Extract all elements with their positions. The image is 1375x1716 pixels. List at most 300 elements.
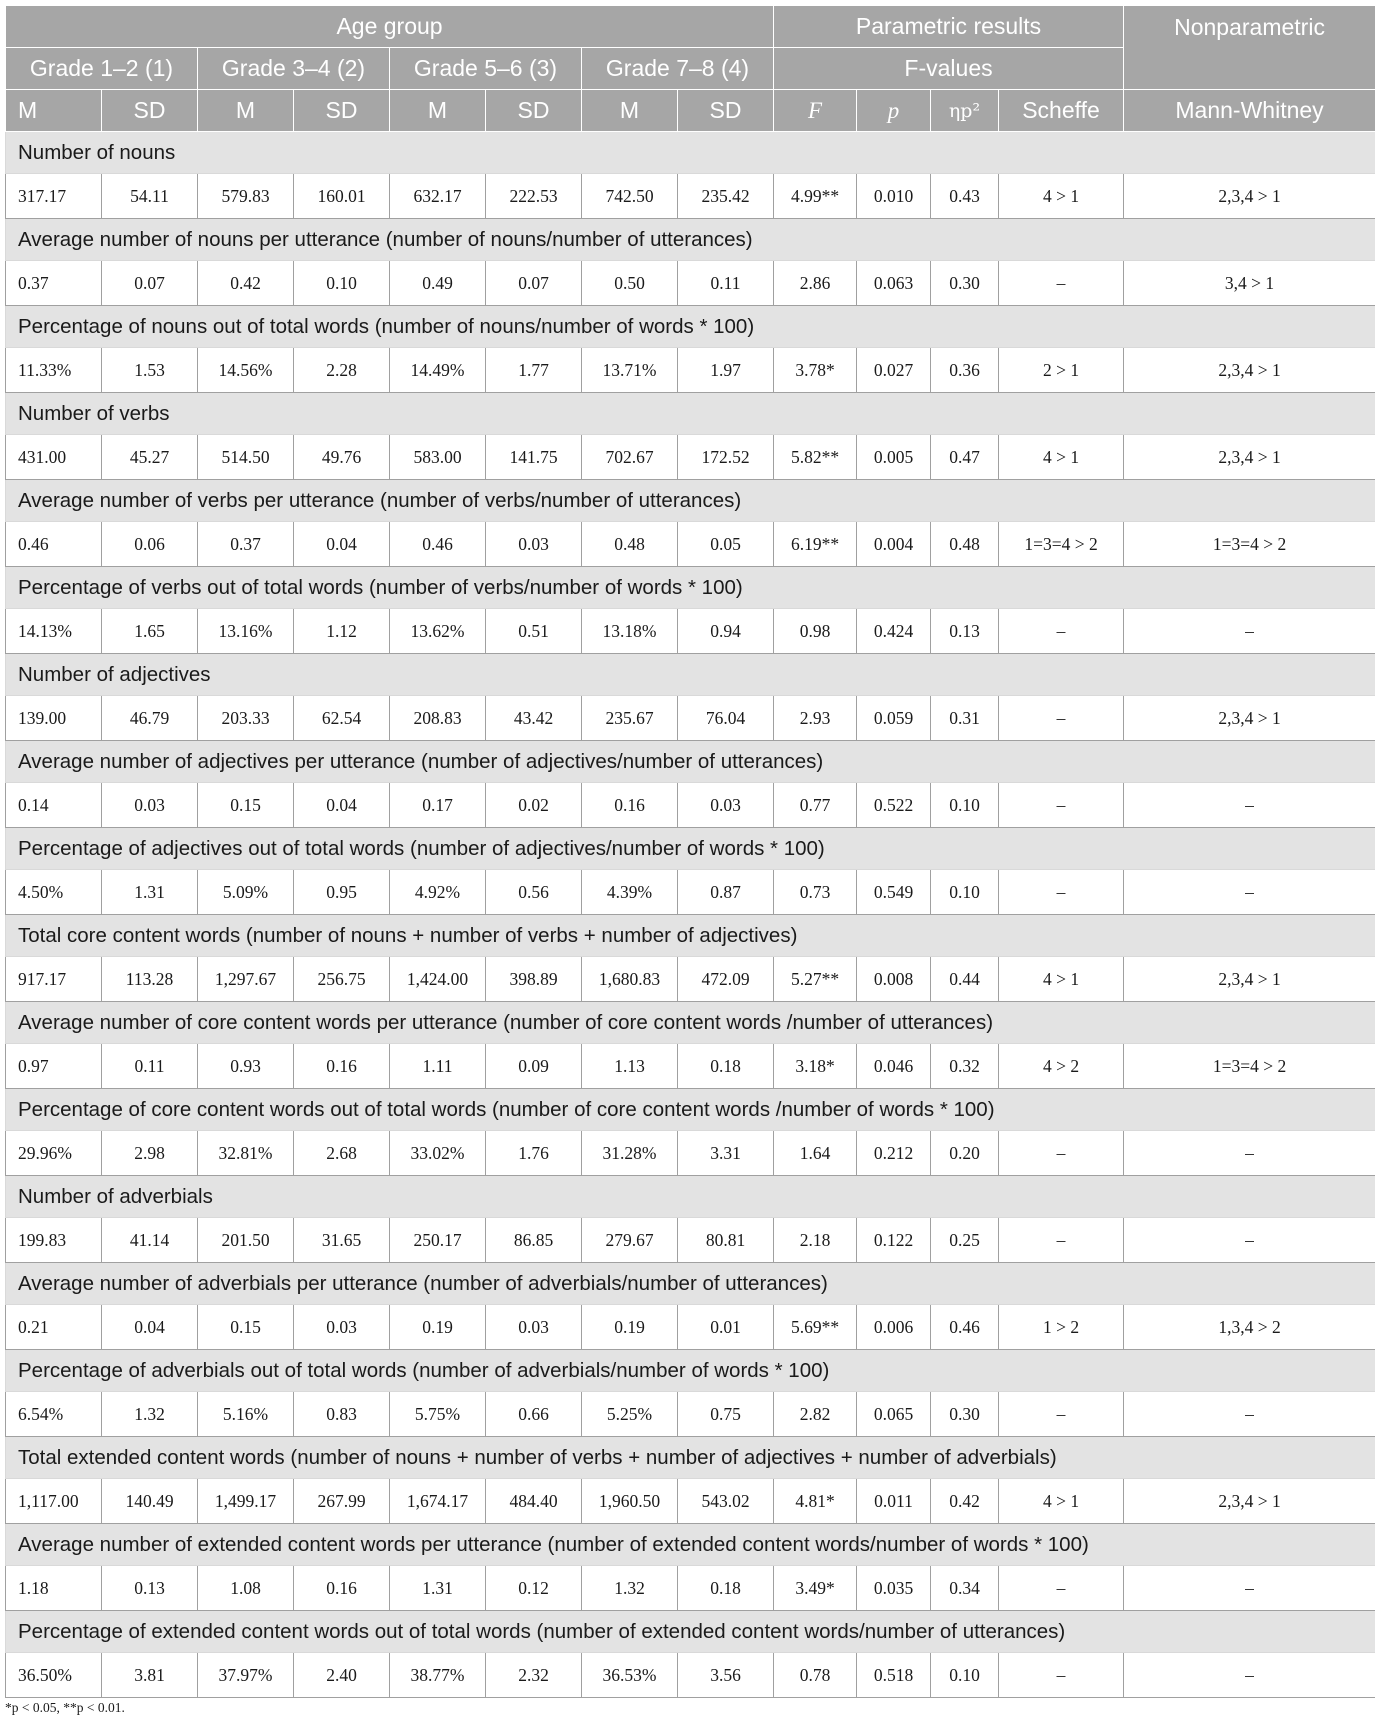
table-cell: 0.005 xyxy=(857,435,931,480)
measure-title-row xyxy=(6,1611,1375,1653)
table-cell: 76.04 xyxy=(678,696,774,741)
table-cell: 0.059 xyxy=(857,696,931,741)
table-cell: – xyxy=(1124,1566,1375,1611)
table-cell: 1.13 xyxy=(582,1044,678,1089)
table-cell: 0.94 xyxy=(678,609,774,654)
table-cell: 0.03 xyxy=(486,1305,582,1350)
measure-title: Total extended content words (number of nouns + number of verbs + number of adjectives + number of adverbials) xyxy=(6,1437,1375,1479)
measure-title-row xyxy=(6,1437,1375,1479)
measure-title: Average number of extended content words per utterance (number of extended content words/number of words * 100) xyxy=(6,1524,1375,1566)
table-cell: 1,499.17 xyxy=(198,1479,294,1524)
table-cell: 0.006 xyxy=(857,1305,931,1350)
table-row xyxy=(6,1392,1375,1437)
table-cell: 139.00 xyxy=(6,696,102,741)
table-cell: 917.17 xyxy=(6,957,102,1002)
table-cell: 2,3,4 > 1 xyxy=(1124,957,1375,1002)
col-header-sd: SD xyxy=(486,90,582,132)
table-cell: 1.76 xyxy=(486,1131,582,1176)
table-cell: 29.96% xyxy=(6,1131,102,1176)
measure-title: Percentage of extended content words out of total words (number of extended content words/number of utterances) xyxy=(6,1611,1375,1653)
table-cell: 1.11 xyxy=(390,1044,486,1089)
table-cell: – xyxy=(999,1392,1124,1437)
table-cell: 5.27** xyxy=(774,957,857,1002)
col-header-f xyxy=(774,90,857,132)
table-cell: 4 > 1 xyxy=(999,174,1124,219)
table-cell: 0.98 xyxy=(774,609,857,654)
table-cell: 0.19 xyxy=(390,1305,486,1350)
table-cell: 37.97% xyxy=(198,1653,294,1698)
col-header-sd: SD xyxy=(102,90,198,132)
table-cell: – xyxy=(999,609,1124,654)
table-cell: 1 > 2 xyxy=(999,1305,1124,1350)
table-cell: 0.20 xyxy=(931,1131,999,1176)
measure-title: Percentage of core content words out of total words (number of core content words /number of words * 100) xyxy=(6,1089,1375,1131)
measure-title-row xyxy=(6,1002,1375,1044)
measure-title-row xyxy=(6,393,1375,435)
table-cell: 256.75 xyxy=(294,957,390,1002)
table-cell: 267.99 xyxy=(294,1479,390,1524)
table-row xyxy=(6,870,1375,915)
table-row xyxy=(6,261,1375,306)
table-cell: 2.68 xyxy=(294,1131,390,1176)
table-cell: 33.02% xyxy=(390,1131,486,1176)
table-cell: 0.010 xyxy=(857,174,931,219)
table-cell: 0.42 xyxy=(931,1479,999,1524)
table-row xyxy=(6,1653,1375,1698)
table-cell: 0.011 xyxy=(857,1479,931,1524)
table-cell: 160.01 xyxy=(294,174,390,219)
measure-title: Average number of adjectives per utterance (number of adjectives/number of utterances) xyxy=(6,741,1375,783)
table-cell: 0.66 xyxy=(486,1392,582,1437)
table-cell: 0.73 xyxy=(774,870,857,915)
table-cell: 2,3,4 > 1 xyxy=(1124,696,1375,741)
table-cell: 0.49 xyxy=(390,261,486,306)
grade-5-6-header: Grade 5–6 (3) xyxy=(390,48,582,90)
table-cell: 4.39% xyxy=(582,870,678,915)
table-cell: 250.17 xyxy=(390,1218,486,1263)
table-cell: 1,3,4 > 2 xyxy=(1124,1305,1375,1350)
table-cell: 0.83 xyxy=(294,1392,390,1437)
table-cell: 235.42 xyxy=(678,174,774,219)
table-cell: – xyxy=(999,696,1124,741)
nonparametric-header: Nonparametric xyxy=(1124,6,1375,90)
measure-title-row xyxy=(6,741,1375,783)
measure-title-row xyxy=(6,1176,1375,1218)
table-cell: 0.31 xyxy=(931,696,999,741)
col-header-sd: SD xyxy=(678,90,774,132)
table-cell: 4.50% xyxy=(6,870,102,915)
col-header-mann-whitney: Mann-Whitney xyxy=(1124,90,1375,132)
table-cell: 1=3=4 > 2 xyxy=(1124,1044,1375,1089)
table-cell: 1.12 xyxy=(294,609,390,654)
table-cell: 0.18 xyxy=(678,1044,774,1089)
table-cell: 0.424 xyxy=(857,609,931,654)
table-cell: 54.11 xyxy=(102,174,198,219)
table-cell: 222.53 xyxy=(486,174,582,219)
table-cell: 5.75% xyxy=(390,1392,486,1437)
table-cell: 14.56% xyxy=(198,348,294,393)
table-body xyxy=(6,132,1375,1698)
table-cell: – xyxy=(1124,1131,1375,1176)
table-cell: 1,117.00 xyxy=(6,1479,102,1524)
table-cell: 140.49 xyxy=(102,1479,198,1524)
table-cell: 3.56 xyxy=(678,1653,774,1698)
table-cell: 0.09 xyxy=(486,1044,582,1089)
table-cell: – xyxy=(999,1218,1124,1263)
table-cell: 0.07 xyxy=(102,261,198,306)
table-row xyxy=(6,1305,1375,1350)
table-cell: 141.75 xyxy=(486,435,582,480)
table-cell: 579.83 xyxy=(198,174,294,219)
measure-title: Percentage of nouns out of total words (number of nouns/number of words * 100) xyxy=(6,306,1375,348)
table-cell: 0.93 xyxy=(198,1044,294,1089)
table-cell: 4.81* xyxy=(774,1479,857,1524)
table-cell: 31.28% xyxy=(582,1131,678,1176)
table-cell: 3.78* xyxy=(774,348,857,393)
table-row xyxy=(6,522,1375,567)
table-cell: – xyxy=(999,870,1124,915)
table-cell: 86.85 xyxy=(486,1218,582,1263)
table-cell: 0.03 xyxy=(678,783,774,828)
table-cell: 1.18 xyxy=(6,1566,102,1611)
table-cell: 3.18* xyxy=(774,1044,857,1089)
measure-title: Number of verbs xyxy=(6,393,1375,435)
table-row xyxy=(6,696,1375,741)
table-cell: 0.05 xyxy=(678,522,774,567)
table-cell: 1,297.67 xyxy=(198,957,294,1002)
table-cell: 1=3=4 > 2 xyxy=(1124,522,1375,567)
table-row xyxy=(6,609,1375,654)
table-cell: 2,3,4 > 1 xyxy=(1124,174,1375,219)
table-cell: 4.99** xyxy=(774,174,857,219)
table-cell: 2.32 xyxy=(486,1653,582,1698)
table-cell: 4 > 1 xyxy=(999,435,1124,480)
table-cell: 0.046 xyxy=(857,1044,931,1089)
table-cell: 514.50 xyxy=(198,435,294,480)
measure-title: Average number of adverbials per utterance (number of adverbials/number of utterances) xyxy=(6,1263,1375,1305)
measure-title: Percentage of verbs out of total words (number of verbs/number of words * 100) xyxy=(6,567,1375,609)
table-cell: 0.16 xyxy=(582,783,678,828)
table-row xyxy=(6,1479,1375,1524)
table-cell: 1.77 xyxy=(486,348,582,393)
measure-title-row xyxy=(6,1089,1375,1131)
table-cell: 0.518 xyxy=(857,1653,931,1698)
table-cell: 2.93 xyxy=(774,696,857,741)
table-cell: 0.212 xyxy=(857,1131,931,1176)
col-header-scheffe: Scheffe xyxy=(999,90,1124,132)
col-header-eta: ηp² xyxy=(931,90,999,132)
table-cell: 0.46 xyxy=(390,522,486,567)
table-cell: 0.10 xyxy=(931,870,999,915)
table-cell: 1.32 xyxy=(582,1566,678,1611)
table-cell: – xyxy=(999,1131,1124,1176)
table-cell: 6.54% xyxy=(6,1392,102,1437)
table-footnote: *p < 0.05, **p < 0.01. xyxy=(5,1700,125,1715)
table-cell: 1,674.17 xyxy=(390,1479,486,1524)
table-cell: 0.51 xyxy=(486,609,582,654)
table-cell: 0.48 xyxy=(582,522,678,567)
header-row-1 xyxy=(6,6,1375,48)
table-cell: 2.28 xyxy=(294,348,390,393)
table-cell: 13.18% xyxy=(582,609,678,654)
table-cell: 0.75 xyxy=(678,1392,774,1437)
table-cell: 62.54 xyxy=(294,696,390,741)
table-cell: 0.122 xyxy=(857,1218,931,1263)
table-cell: 0.21 xyxy=(6,1305,102,1350)
table-cell: 0.04 xyxy=(294,522,390,567)
table-wrapper xyxy=(5,5,1375,1698)
table-cell: 0.50 xyxy=(582,261,678,306)
measure-title: Average number of nouns per utterance (number of nouns/number of utterances) xyxy=(6,219,1375,261)
table-cell: 1,424.00 xyxy=(390,957,486,1002)
table-cell: 0.008 xyxy=(857,957,931,1002)
measure-title: Percentage of adjectives out of total words (number of adjectives/number of words * 100) xyxy=(6,828,1375,870)
table-cell: 0.87 xyxy=(678,870,774,915)
measure-title: Total core content words (number of nouns + number of verbs + number of adjectives) xyxy=(6,915,1375,957)
table-cell: 14.13% xyxy=(6,609,102,654)
table-cell: 0.522 xyxy=(857,783,931,828)
table-row xyxy=(6,1218,1375,1263)
table-cell: 0.01 xyxy=(678,1305,774,1350)
measure-title-row xyxy=(6,654,1375,696)
table-cell: 0.78 xyxy=(774,1653,857,1698)
table-cell: 3,4 > 1 xyxy=(1124,261,1375,306)
table-cell: – xyxy=(1124,1218,1375,1263)
table-cell: 1.97 xyxy=(678,348,774,393)
table-cell: 0.14 xyxy=(6,783,102,828)
table-cell: 201.50 xyxy=(198,1218,294,1263)
table-cell: 0.063 xyxy=(857,261,931,306)
table-cell: 0.37 xyxy=(198,522,294,567)
table-cell: 1,680.83 xyxy=(582,957,678,1002)
col-header-f-text: F xyxy=(807,98,823,123)
table-cell: 2,3,4 > 1 xyxy=(1124,435,1375,480)
table-cell: 5.25% xyxy=(582,1392,678,1437)
table-cell: – xyxy=(999,783,1124,828)
table-cell: 2.40 xyxy=(294,1653,390,1698)
measure-title-row xyxy=(6,132,1375,174)
table-cell: 0.03 xyxy=(294,1305,390,1350)
table-cell: 1.31 xyxy=(102,870,198,915)
table-cell: – xyxy=(999,1566,1124,1611)
table-cell: 0.95 xyxy=(294,870,390,915)
col-header-p xyxy=(857,90,931,132)
table-cell: 38.77% xyxy=(390,1653,486,1698)
table-row xyxy=(6,174,1375,219)
table-cell: 1.32 xyxy=(102,1392,198,1437)
table-cell: 4 > 1 xyxy=(999,1479,1124,1524)
table-cell: 1=3=4 > 2 xyxy=(999,522,1124,567)
table-cell: 203.33 xyxy=(198,696,294,741)
table-cell: 702.67 xyxy=(582,435,678,480)
table-cell: 0.065 xyxy=(857,1392,931,1437)
table-cell: 3.31 xyxy=(678,1131,774,1176)
table-cell: 36.50% xyxy=(6,1653,102,1698)
measure-title-row xyxy=(6,828,1375,870)
table-cell: 484.40 xyxy=(486,1479,582,1524)
table-cell: – xyxy=(1124,609,1375,654)
table-cell: 1.65 xyxy=(102,609,198,654)
table-cell: 0.48 xyxy=(931,522,999,567)
table-cell: 5.82** xyxy=(774,435,857,480)
measure-title: Average number of core content words per utterance (number of core content words /number of utterances) xyxy=(6,1002,1375,1044)
table-row xyxy=(6,1566,1375,1611)
table-cell: 0.19 xyxy=(582,1305,678,1350)
table-cell: 0.11 xyxy=(102,1044,198,1089)
table-cell: 0.13 xyxy=(931,609,999,654)
table-cell: 0.34 xyxy=(931,1566,999,1611)
table-cell: 13.71% xyxy=(582,348,678,393)
table-row xyxy=(6,348,1375,393)
measure-title-row xyxy=(6,306,1375,348)
table-cell: 11.33% xyxy=(6,348,102,393)
measure-title: Average number of verbs per utterance (number of verbs/number of utterances) xyxy=(6,480,1375,522)
table-cell: 1.31 xyxy=(390,1566,486,1611)
table-cell: 0.44 xyxy=(931,957,999,1002)
table-cell: 235.67 xyxy=(582,696,678,741)
table-cell: 398.89 xyxy=(486,957,582,1002)
table-cell: 3.49* xyxy=(774,1566,857,1611)
table-cell: 4 > 2 xyxy=(999,1044,1124,1089)
table-cell: 0.30 xyxy=(931,1392,999,1437)
table-cell: 0.10 xyxy=(931,1653,999,1698)
table-cell: – xyxy=(1124,870,1375,915)
table-cell: 0.15 xyxy=(198,1305,294,1350)
age-group-header: Age group xyxy=(6,6,774,48)
f-values-header: F-values xyxy=(774,48,1124,90)
table-row xyxy=(6,435,1375,480)
table-cell: 0.10 xyxy=(931,783,999,828)
table-cell: 2.98 xyxy=(102,1131,198,1176)
header-row-3 xyxy=(6,90,1375,132)
table-cell: 0.56 xyxy=(486,870,582,915)
table-cell: 5.16% xyxy=(198,1392,294,1437)
table-cell: 0.46 xyxy=(6,522,102,567)
table-cell: 13.16% xyxy=(198,609,294,654)
table-cell: 0.42 xyxy=(198,261,294,306)
table-cell: 2 > 1 xyxy=(999,348,1124,393)
col-header-sd: SD xyxy=(294,90,390,132)
results-table xyxy=(5,5,1375,1698)
table-cell: 742.50 xyxy=(582,174,678,219)
measure-title: Percentage of adverbials out of total words (number of adverbials/number of words * 100) xyxy=(6,1350,1375,1392)
table-cell: 0.16 xyxy=(294,1566,390,1611)
table-cell: 317.17 xyxy=(6,174,102,219)
col-header-m: M xyxy=(582,90,678,132)
table-cell: 5.69** xyxy=(774,1305,857,1350)
measure-title: Number of adverbials xyxy=(6,1176,1375,1218)
table-cell: 0.36 xyxy=(931,348,999,393)
table-cell: 0.47 xyxy=(931,435,999,480)
table-cell: 1,960.50 xyxy=(582,1479,678,1524)
table-cell: 0.02 xyxy=(486,783,582,828)
table-row xyxy=(6,783,1375,828)
table-cell: 472.09 xyxy=(678,957,774,1002)
table-cell: – xyxy=(999,261,1124,306)
table-cell: 0.77 xyxy=(774,783,857,828)
table-cell: 632.17 xyxy=(390,174,486,219)
table-cell: 2.18 xyxy=(774,1218,857,1263)
table-cell: 2.82 xyxy=(774,1392,857,1437)
table-cell: 208.83 xyxy=(390,696,486,741)
table-cell: 172.52 xyxy=(678,435,774,480)
table-cell: 2.86 xyxy=(774,261,857,306)
table-cell: 2,3,4 > 1 xyxy=(1124,1479,1375,1524)
col-header-m: M xyxy=(390,90,486,132)
table-cell: 431.00 xyxy=(6,435,102,480)
measure-title-row xyxy=(6,1350,1375,1392)
table-cell: 46.79 xyxy=(102,696,198,741)
parametric-results-header: Parametric results xyxy=(774,6,1124,48)
table-cell: 43.42 xyxy=(486,696,582,741)
table-cell: 0.12 xyxy=(486,1566,582,1611)
table-cell: 583.00 xyxy=(390,435,486,480)
table-cell: 1.08 xyxy=(198,1566,294,1611)
table-cell: 0.004 xyxy=(857,522,931,567)
table-cell: 0.97 xyxy=(6,1044,102,1089)
table-cell: – xyxy=(1124,1653,1375,1698)
table-cell: 31.65 xyxy=(294,1218,390,1263)
table-cell: 0.13 xyxy=(102,1566,198,1611)
table-cell: 0.04 xyxy=(294,783,390,828)
table-cell: 6.19** xyxy=(774,522,857,567)
table-cell: 41.14 xyxy=(102,1218,198,1263)
table-cell: 4.92% xyxy=(390,870,486,915)
table-cell: 0.46 xyxy=(931,1305,999,1350)
table-cell: 4 > 1 xyxy=(999,957,1124,1002)
measure-title: Number of adjectives xyxy=(6,654,1375,696)
measure-title-row xyxy=(6,915,1375,957)
table-cell: 14.49% xyxy=(390,348,486,393)
col-header-p-text: p xyxy=(887,98,900,123)
table-cell: 0.549 xyxy=(857,870,931,915)
table-cell: 36.53% xyxy=(582,1653,678,1698)
table-cell: 279.67 xyxy=(582,1218,678,1263)
table-cell: 1.64 xyxy=(774,1131,857,1176)
table-cell: 45.27 xyxy=(102,435,198,480)
table-cell: 0.06 xyxy=(102,522,198,567)
table-cell: 5.09% xyxy=(198,870,294,915)
measure-title-row xyxy=(6,567,1375,609)
measure-title-row xyxy=(6,1263,1375,1305)
grade-1-2-header: Grade 1–2 (1) xyxy=(6,48,198,90)
table-cell: 0.04 xyxy=(102,1305,198,1350)
table-cell: 49.76 xyxy=(294,435,390,480)
table-cell: 0.17 xyxy=(390,783,486,828)
table-cell: 0.035 xyxy=(857,1566,931,1611)
table-cell: 0.03 xyxy=(486,522,582,567)
measure-title-row xyxy=(6,1524,1375,1566)
measure-title-row xyxy=(6,480,1375,522)
table-cell: – xyxy=(1124,783,1375,828)
table-row xyxy=(6,1044,1375,1089)
table-cell: 3.81 xyxy=(102,1653,198,1698)
table-cell: 0.18 xyxy=(678,1566,774,1611)
table-cell: 0.16 xyxy=(294,1044,390,1089)
table-cell: 199.83 xyxy=(6,1218,102,1263)
table-cell: 543.02 xyxy=(678,1479,774,1524)
table-row xyxy=(6,1131,1375,1176)
table-cell: 0.32 xyxy=(931,1044,999,1089)
table-row xyxy=(6,957,1375,1002)
grade-3-4-header: Grade 3–4 (2) xyxy=(198,48,390,90)
table-cell: 0.07 xyxy=(486,261,582,306)
table-cell: 0.11 xyxy=(678,261,774,306)
table-cell: 2,3,4 > 1 xyxy=(1124,348,1375,393)
grade-7-8-header: Grade 7–8 (4) xyxy=(582,48,774,90)
measure-title-row xyxy=(6,219,1375,261)
table-cell: 0.027 xyxy=(857,348,931,393)
